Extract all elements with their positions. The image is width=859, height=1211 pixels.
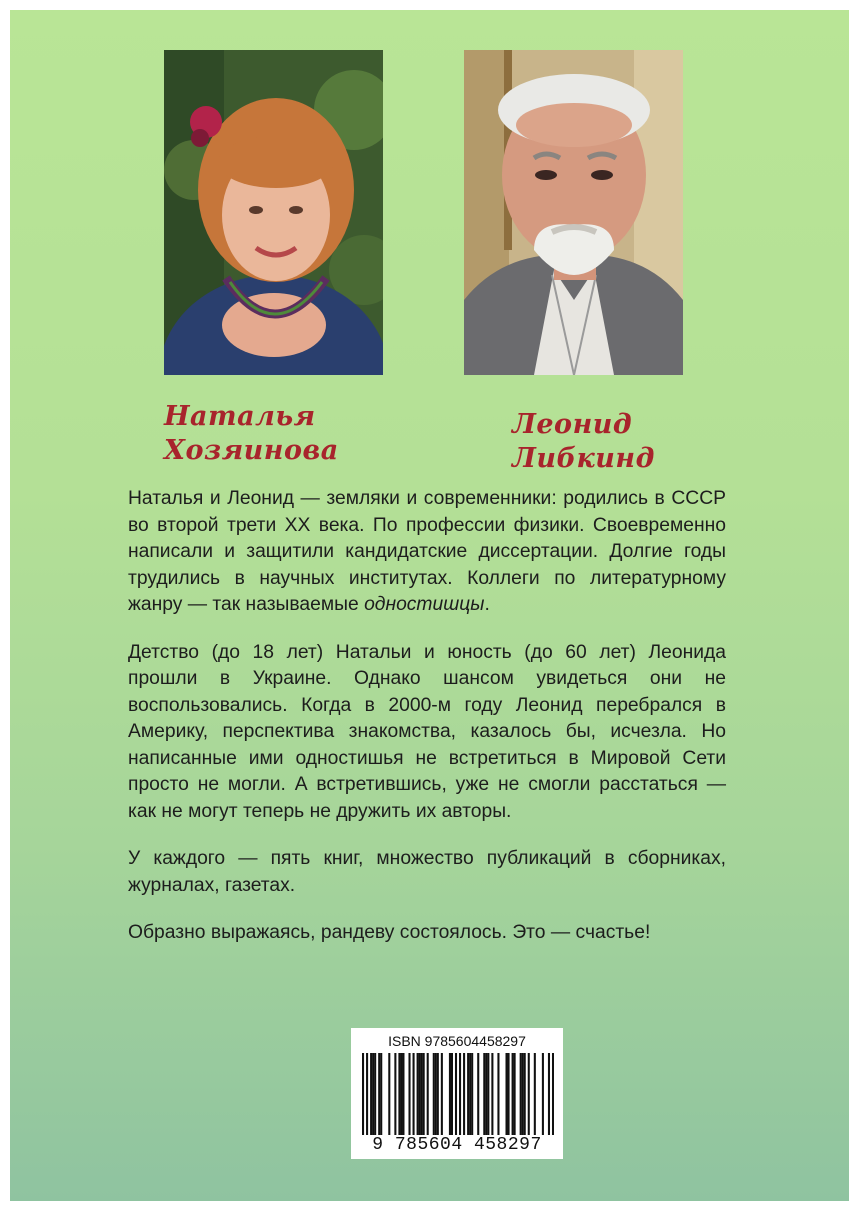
- barcode-bar: [497, 1053, 499, 1135]
- paragraph-1: Наталья и Леонид — земляки и современники: родились в СССР во второй трети XX века. По профессии физики. Своевременно написали и защитили кандидатские диссертации. Долгие годы трудились в научных институтах. Коллеги по литературному жанру — так называемые одностишцы.: [128, 488, 726, 615]
- barcode-bar: [463, 1053, 465, 1135]
- paragraph-4: Образно выражаясь, рандеву состоялось. Это — счастье!: [128, 922, 651, 943]
- author-photo-left: [164, 50, 383, 375]
- isbn-digits: 9 785604 458297: [372, 1135, 542, 1155]
- paragraph-3: У каждого — пять книг, множество публикаций в сборниках, журналах, газетах.: [128, 848, 726, 896]
- isbn-barcode-block: [351, 1028, 563, 1159]
- barcode-bar: [413, 1053, 415, 1135]
- barcode-bar: [459, 1053, 461, 1135]
- barcode-bar: [552, 1053, 554, 1135]
- author-name-right: [512, 408, 655, 476]
- author-first-name-right: Леонид: [512, 409, 633, 440]
- barcode-bar: [548, 1053, 550, 1135]
- barcode-bar: [542, 1053, 544, 1135]
- barcode-bar: [388, 1053, 390, 1135]
- barcode-bar: [469, 1053, 471, 1135]
- barcode-bar: [408, 1053, 410, 1135]
- barcode-bar: [477, 1053, 479, 1135]
- barcode-bar: [417, 1053, 419, 1135]
- barcode-bar: [524, 1053, 526, 1135]
- back-cover: [10, 10, 849, 1201]
- barcode-bar: [366, 1053, 368, 1135]
- barcode-bar: [421, 1053, 423, 1135]
- barcode-bar: [394, 1053, 396, 1135]
- barcode-bar: [455, 1053, 457, 1135]
- barcode-bar: [441, 1053, 443, 1135]
- barcode-bar: [483, 1053, 485, 1135]
- barcode-bar: [380, 1053, 382, 1135]
- barcode-bar: [508, 1053, 510, 1135]
- barcode-bar: [427, 1053, 429, 1135]
- barcode-bar: [423, 1053, 425, 1135]
- barcode-bar: [437, 1053, 439, 1135]
- barcode-bar: [451, 1053, 453, 1135]
- author-last-name-left: Хозяинова: [164, 435, 339, 466]
- barcode-bar: [471, 1053, 473, 1135]
- barcode-icon: [362, 1053, 554, 1135]
- author-last-name-right: Либкинд: [512, 443, 655, 474]
- barcode-bar: [522, 1053, 524, 1135]
- barcode-bar: [485, 1053, 487, 1135]
- author-photo-right: [464, 50, 683, 375]
- barcode-bar: [402, 1053, 404, 1135]
- author-name-left: [164, 400, 339, 468]
- barcode-bar: [449, 1053, 451, 1135]
- barcode-bar: [467, 1053, 469, 1135]
- barcode-bar: [400, 1053, 402, 1135]
- author-first-name-left: Наталья: [164, 401, 316, 432]
- annotation-text: [128, 486, 726, 968]
- barcode-bar: [378, 1053, 380, 1135]
- barcode-bar: [514, 1053, 516, 1135]
- emphasis-term: одностишцы: [364, 594, 485, 615]
- barcode-bar: [487, 1053, 489, 1135]
- barcode-bar: [372, 1053, 374, 1135]
- barcode-bar: [505, 1053, 507, 1135]
- barcode-bar: [374, 1053, 376, 1135]
- barcode-bar: [534, 1053, 536, 1135]
- paragraph-2: Детство (до 18 лет) Натальи и юность (до 60 лет) Леонида прошли в Украине. Однако шансом увидеться они не воспользовались. Когда в 2000-м году Леонид перебрался в Америку, перспектива знакомства, казалось бы, исчезла. Но написанные ими одностишья не встретиться в Мировой Сети просто не могли. А встретившись, уже не смогли расстаться — как не могут теперь не дружить их авторы.: [128, 641, 726, 822]
- barcode-bar: [528, 1053, 530, 1135]
- barcode-bar: [520, 1053, 522, 1135]
- barcode-bar: [433, 1053, 435, 1135]
- barcode-bar: [435, 1053, 437, 1135]
- barcode-bar: [398, 1053, 400, 1135]
- isbn-label: ISBN 9785604458297: [388, 1033, 526, 1049]
- barcode-bar: [512, 1053, 514, 1135]
- barcode-bar: [362, 1053, 364, 1135]
- barcode-bar: [370, 1053, 372, 1135]
- barcode-bar: [419, 1053, 421, 1135]
- barcode-bar: [491, 1053, 493, 1135]
